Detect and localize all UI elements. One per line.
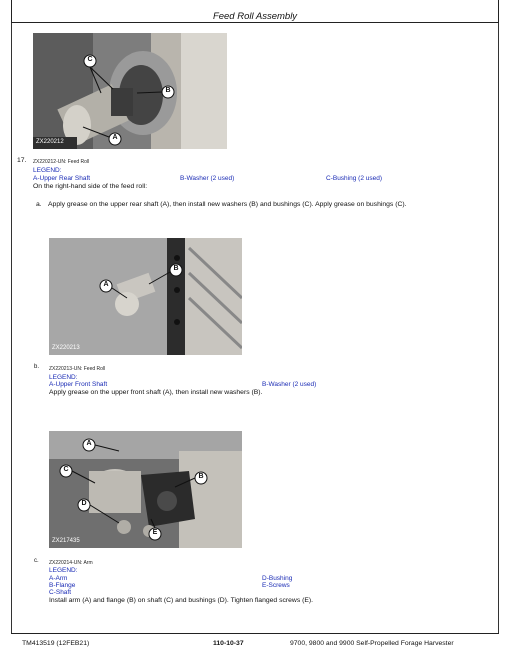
document-id: TM413519 (12FEB21)	[22, 640, 90, 647]
legend-item: D-Bushing	[262, 575, 293, 582]
frame-left-border	[11, 23, 12, 633]
figure-caption: ZX220214-UN: Arm	[49, 560, 93, 566]
figure-caption: ZX220213-UN: Feed Roll	[49, 366, 106, 372]
callout-e: E	[152, 529, 158, 536]
substep-letter: c.	[34, 558, 39, 564]
instruction-text: Install arm (A) and flange (B) on shaft (C) and bushings (D). Tighten flanged screws (E).	[49, 597, 314, 604]
callout-c: C	[87, 56, 93, 63]
callout-b: B	[173, 265, 179, 272]
legend-item: A-Upper Rear Shaft	[33, 175, 91, 182]
legend-title: LEGEND:	[49, 567, 78, 574]
substep-letter: a.	[36, 201, 42, 208]
photo-id-label: ZX220213	[52, 345, 80, 351]
page-title: Feed Roll Assembly	[212, 11, 298, 22]
header-divider	[11, 22, 499, 23]
page-number: 110-10-37	[213, 640, 244, 647]
step-number: 17.	[17, 157, 27, 164]
photo-id-label: ZX220212	[36, 139, 64, 145]
legend-item: B-Washer (2 used)	[262, 381, 317, 388]
photo-feed-roll-rear-shaft	[33, 33, 227, 149]
footer-divider	[11, 633, 499, 634]
photo-id-label: ZX217435	[52, 538, 80, 544]
legend-item: C-Shaft	[49, 589, 72, 596]
figure-caption: ZX220212-UN: Feed Roll	[33, 159, 90, 165]
legend-title: LEGEND:	[49, 374, 78, 381]
callout-a: A	[112, 134, 118, 141]
legend-item: B-Washer (2 used)	[180, 175, 235, 182]
legend-item: A-Arm	[49, 575, 68, 582]
photo-feed-roll-front-shaft	[49, 238, 242, 355]
callout-c: C	[63, 466, 69, 473]
model-name: 9700, 9800 and 9900 Self-Propelled Forage Harvester	[290, 640, 454, 647]
legend-item: B-Flange	[49, 582, 76, 589]
callout-b: B	[165, 87, 171, 94]
photo-arm-assembly	[49, 431, 242, 548]
callout-b: B	[198, 473, 204, 480]
callout-a: A	[103, 281, 109, 288]
legend-title: LEGEND:	[33, 167, 62, 174]
legend-item: C-Bushing (2 used)	[326, 175, 382, 182]
instruction-text: Apply grease on the upper front shaft (A), then install new washers (B).	[49, 389, 263, 396]
legend-item: E-Screws	[262, 582, 290, 589]
legend-item: A-Upper Front Shaft	[49, 381, 108, 388]
instruction-text: On the right-hand side of the feed roll:	[33, 183, 148, 190]
callout-d: D	[81, 500, 87, 507]
callout-a: A	[86, 440, 92, 447]
instruction-text: Apply grease on the upper rear shaft (A), then install new washers (B) and bushings (C). Apply grease on bushings (C).	[48, 201, 407, 208]
substep-letter: b.	[34, 364, 40, 370]
frame-right-border	[498, 23, 499, 633]
